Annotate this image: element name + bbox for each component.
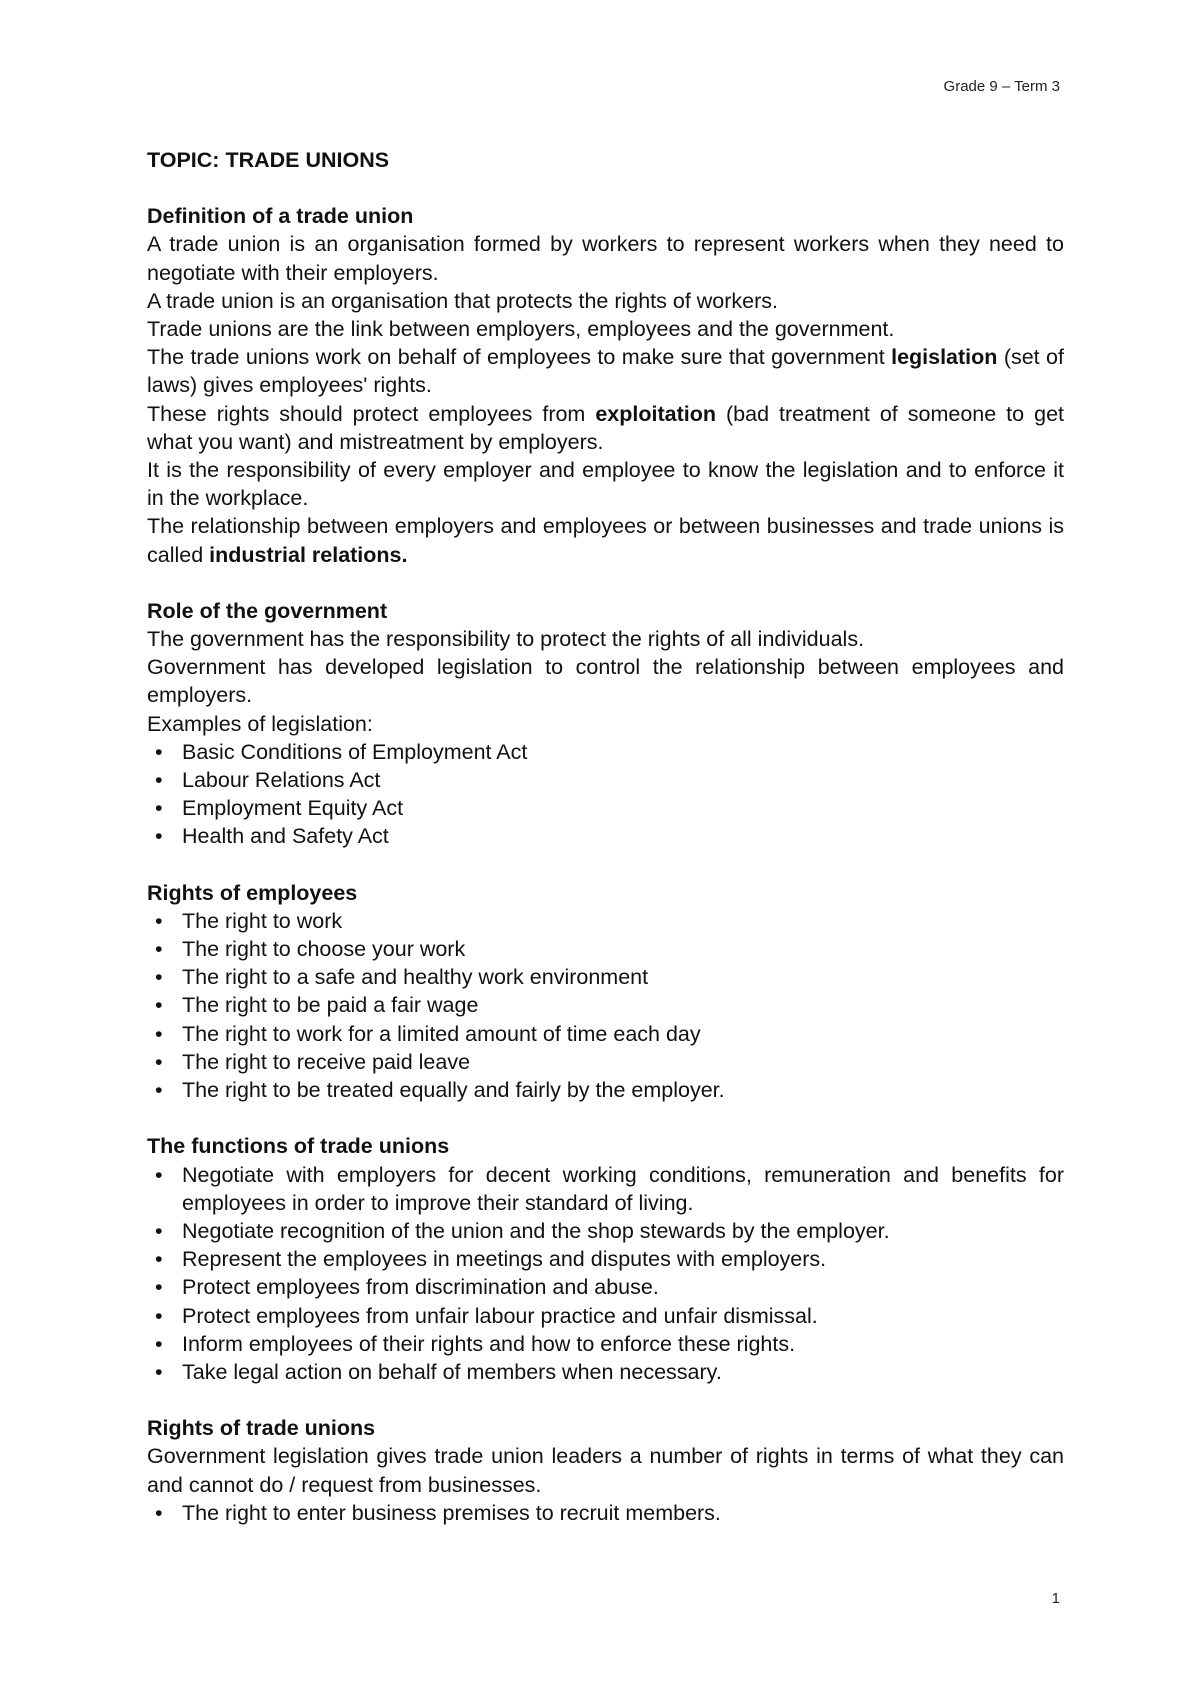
union-rights-list	[147, 1499, 1064, 1527]
bold-term: industrial relations.	[209, 542, 408, 567]
text-run: The trade unions work on behalf of employees to make sure that government	[147, 345, 892, 370]
section-heading: Definition of a trade union	[147, 204, 414, 229]
section-government	[147, 597, 1064, 851]
paragraph	[147, 400, 1064, 456]
list-item: • Health and Safety Act	[147, 822, 1064, 850]
section-union-rights	[147, 1414, 1064, 1527]
section-heading: Rights of employees	[147, 880, 358, 905]
page-header: Grade 9 – Term 3	[943, 78, 1060, 95]
paragraph: A trade union is an organisation that protects the rights of workers.	[147, 288, 779, 313]
paragraph: Examples of legislation:	[147, 711, 373, 736]
list-item: • Negotiate with employers for decent working conditions, remuneration and benefits for employees in order to improve their standard of living.	[147, 1161, 1064, 1217]
section-definition	[147, 202, 1064, 569]
section-functions	[147, 1132, 1064, 1386]
list-item: • The right to work for a limited amount of time each day	[147, 1020, 1064, 1048]
list-item: • Protect employees from discrimination and abuse.	[147, 1273, 1064, 1301]
list-item: • Represent the employees in meetings and disputes with employers.	[147, 1245, 1064, 1273]
page-number: 1	[1051, 1590, 1060, 1607]
text-run: (set of laws) gives employees' rights.	[147, 345, 1064, 398]
paragraph: Trade unions are the link between employers, employees and the government.	[147, 317, 895, 342]
legislation-list	[147, 738, 1064, 851]
list-item: • Inform employees of their rights and how to enforce these rights.	[147, 1330, 1064, 1358]
list-item: • The right to be treated equally and fairly by the employer.	[147, 1076, 1064, 1104]
paragraph: Government has developed legislation to control the relationship between employees and employers.	[147, 655, 1064, 708]
text-run: (bad treatment of someone to get what you want) and mistreatment by employers.	[147, 401, 1064, 454]
list-item: • Basic Conditions of Employment Act	[147, 738, 1064, 766]
list-item: • The right to work	[147, 907, 1064, 935]
text-run: These rights should protect employees from	[147, 401, 596, 426]
section-heading: The functions of trade unions	[147, 1134, 450, 1159]
paragraph	[147, 343, 1064, 399]
paragraph: Government legislation gives trade union leaders a number of rights in terms of what they can and cannot do / request from businesses.	[147, 1444, 1064, 1497]
paragraph: It is the responsibility of every employer and employee to know the legislation and to enforce it in the workplace.	[147, 458, 1064, 511]
list-item: • The right to receive paid leave	[147, 1048, 1064, 1076]
list-item: • Negotiate recognition of the union and the shop stewards by the employer.	[147, 1217, 1064, 1245]
bold-term: legislation	[891, 345, 998, 370]
bold-term: exploitation	[595, 401, 716, 426]
document-body	[147, 146, 1064, 1555]
list-item: • Labour Relations Act	[147, 766, 1064, 794]
list-item: • The right to be paid a fair wage	[147, 991, 1064, 1019]
employee-rights-list	[147, 907, 1064, 1104]
list-item: • The right to a safe and healthy work environment	[147, 963, 1064, 991]
paragraph: A trade union is an organisation formed by workers to represent workers when they need to negotiate with their employers.	[147, 232, 1064, 285]
paragraph: The government has the responsibility to protect the rights of all individuals.	[147, 627, 865, 652]
list-item: • Take legal action on behalf of members when necessary.	[147, 1358, 1064, 1386]
list-item: • The right to choose your work	[147, 935, 1064, 963]
paragraph	[147, 512, 1064, 568]
list-item: • The right to enter business premises to recruit members.	[147, 1499, 1064, 1527]
list-item: • Protect employees from unfair labour practice and unfair dismissal.	[147, 1302, 1064, 1330]
section-heading: Role of the government	[147, 598, 388, 623]
section-heading: Rights of trade unions	[147, 1416, 376, 1441]
page-title: TOPIC: TRADE UNIONS	[147, 148, 390, 172]
functions-list	[147, 1161, 1064, 1387]
section-employee-rights	[147, 879, 1064, 1105]
text-run: The relationship between employers and employees or between businesses and trade unions is called	[147, 514, 1064, 567]
list-item: • Employment Equity Act	[147, 794, 1064, 822]
